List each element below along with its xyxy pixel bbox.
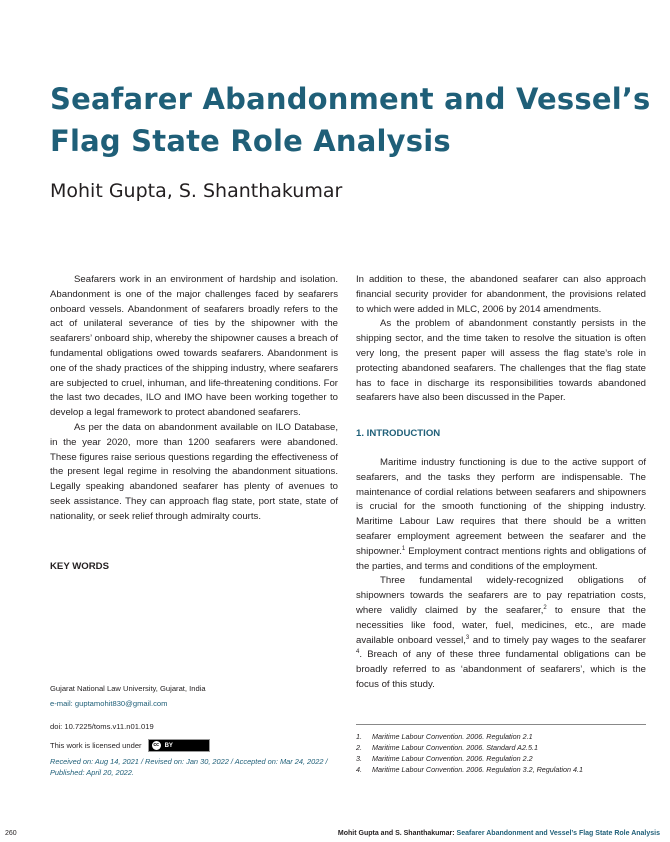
footnote-item: 1. Maritime Labour Convention. 2006. Regulation 2.1	[356, 732, 533, 741]
section-heading-introduction: 1. INTRODUCTION	[356, 428, 441, 439]
authors: Mohit Gupta, S. Shanthakumar	[50, 180, 343, 202]
abstract-right-column	[356, 273, 646, 406]
affiliation: Gujarat National Law University, Gujarat, India	[50, 684, 206, 693]
footnote-ref[interactable]: 2	[543, 604, 547, 611]
running-footer	[338, 830, 660, 837]
title-line-2: Flag State Role Analysis	[50, 124, 451, 158]
creative-commons-icon: cc	[153, 742, 159, 748]
keywords-heading: KEY WORDS	[50, 561, 109, 572]
license-text: This work is licensed under	[50, 741, 142, 750]
abstract-paragraph: In addition to these, the abandoned seafarer can also approach financial security provider for abandonment, the provisions related to which were added in MLC, 2006 by 2014 amendments.	[356, 274, 646, 315]
license-line	[50, 739, 210, 752]
footnote-item: 2. Maritime Labour Convention. 2006. Standard A2.5.1	[356, 743, 538, 752]
abstract-paragraph: As the problem of abandonment constantly persists in the shipping sector, and the time taken to resolve the situation is often very long, the present paper will assess the flag state’s role in protecting abandoned seafarers. The challenges that the flag state has to face in discharge its responsibilities towards abandoned seafarers have also been discussed in the Paper.	[356, 318, 646, 404]
intro-paragraph: Three fundamental widely-recognized obligations of shipowners towards the seafarers are to pay repatriation costs, where validly claimed by the seafarer,$^2$ to ensure that the necessities like food, water, fuel, medicines, etc., are made available onboard vessel,$^3$ and to timely pay wages to the seafarer $^4$. Breach of any of these three fundamental obligations can be broadly referred to as ‘abandonment of seafarers’, which is the focus of this study.	[356, 575, 646, 690]
intro-paragraph: Maritime industry functioning is due to the active support of seafarers, and the tasks they perform are indispensable. The maintenance of cordial relations between seafarers and shipowners is crucial for the smooth functioning of the shipping industry. Maritime Labour Law requires that there should be a written seafarer employment agreement between the seafarer and the shipowner.$^1$ Employment contract mentions rights and obligations of the parties, and terms and conditions of the employment.	[356, 457, 646, 572]
article-title	[50, 78, 650, 162]
title-line-1: Seafarer Abandonment and Vessel’s	[50, 82, 651, 116]
footnote-ref[interactable]: 3	[465, 634, 470, 641]
abstract-paragraph: Seafarers work in an environment of hardship and isolation. Abandonment is one of the major challenges faced by seafarers onboard vessels. Abandonment of seafarers broadly refers to the act of unilateral severance of ties by the shipowner with the seafarers’ onboard ship, whereby the shipowner causes a breach of fundamental obligations owed towards seafarers. Abandonment is one of the shady practices of the shipping industry, where seafarers are subjected to cruel, inhuman, and life-threatening conditions. For the last two decades, ILO and IMO have been working together to develop a legal framework to protect abandoned seafarers.	[50, 274, 338, 419]
introduction-body	[356, 456, 646, 693]
license-badge-label: BY	[164, 742, 173, 749]
footnote-ref[interactable]: 4	[356, 649, 360, 656]
footnote-divider	[356, 724, 646, 725]
footnotes	[356, 731, 646, 775]
footnote-item: 3. Maritime Labour Convention. 2006. Regulation 2.2	[356, 754, 533, 763]
running-footer-title: Seafarer Abandonment and Vessel’s Flag State Role Analysis	[456, 830, 660, 837]
cc-by-license-badge[interactable]	[148, 739, 210, 752]
footnote-item: 4. Maritime Labour Convention. 2006. Regulation 3.2, Regulation 4.1	[356, 765, 583, 774]
email[interactable]: e-mail: guptamohit830@gmail.com	[50, 699, 168, 708]
footnote-ref[interactable]: 1	[401, 545, 406, 552]
page-number: 260	[5, 830, 17, 837]
publication-dates: Received on: Aug 14, 2021 / Revised on: Jan 30, 2022 / Accepted on: Mar 24, 2022 / Published: April 20, 2022.	[50, 757, 328, 777]
abstract-left-column	[50, 273, 338, 525]
abstract-paragraph: As per the data on abandonment available on ILO Database, in the year 2020, more than 1200 seafarers were abandoned. These figures raise serious questions regarding the effectiveness of the present legal regime in resolving the abandonment situations. Legally speaking abandoned seafarer has plenty of avenues to seek assistance. They can approach flag state, port state, state of nationality, or seek relief through admiralty courts.	[50, 421, 338, 522]
doi[interactable]: doi: 10.7225/toms.v11.n01.019	[50, 722, 154, 731]
running-footer-authors: Mohit Gupta and S. Shanthakumar:	[337, 830, 457, 837]
